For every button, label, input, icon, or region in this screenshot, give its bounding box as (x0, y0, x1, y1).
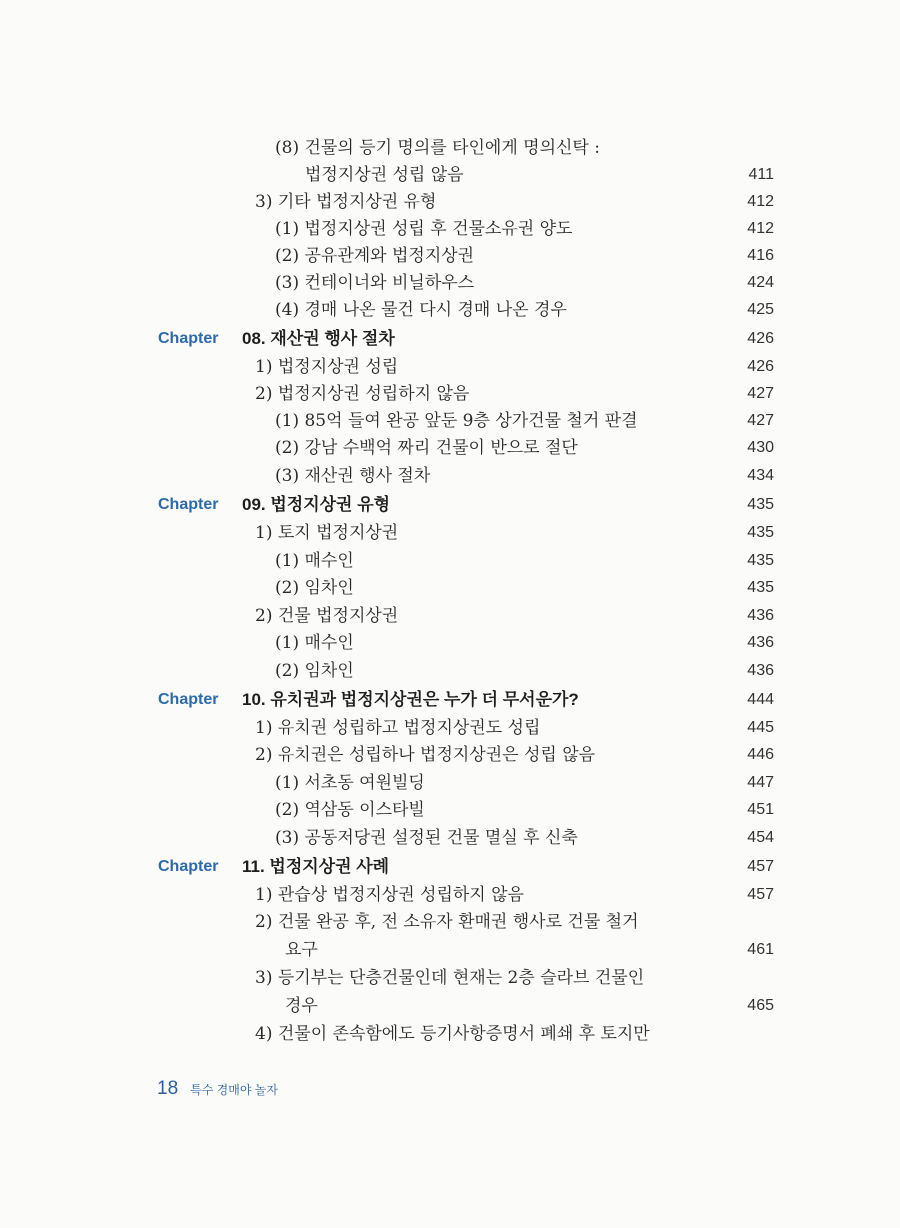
entry-title: 2) 건물 완공 후, 전 소유자 환매권 행사로 건물 철거 (255, 912, 639, 932)
entry-title: (8) 건물의 등기 명의를 타인에게 명의신탁 : (275, 138, 600, 158)
entry-title: (3) 공동저당권 설정된 건물 멸실 후 신축 (275, 828, 578, 848)
entry-title: (3) 컨테이너와 비닐하우스 (275, 273, 475, 293)
toc-entry-row (0, 773, 900, 793)
toc-entry-row (0, 885, 900, 905)
toc-entry-row (0, 411, 900, 431)
toc-entry-row (0, 940, 900, 960)
entry-title: 1) 법정지상권 성립 (255, 357, 399, 377)
toc-entry-row (0, 357, 900, 377)
entry-title: (1) 법정지상권 성립 후 건물소유권 양도 (275, 219, 573, 239)
page-ref: 457 (747, 858, 774, 875)
toc-entry-row (0, 219, 900, 239)
page-ref: 430 (747, 439, 774, 456)
chapter-label: Chapter (158, 496, 219, 513)
page-ref: 436 (747, 607, 774, 624)
entry-title: (1) 매수인 (275, 551, 354, 571)
page-ref: 461 (747, 941, 774, 958)
entry-title: (1) 서초동 여원빌딩 (275, 773, 425, 793)
entry-title: (2) 강남 수백억 짜리 건물이 반으로 절단 (275, 438, 578, 458)
page-ref: 426 (747, 358, 774, 375)
toc-entry-row (0, 578, 900, 598)
toc-entry-row (0, 551, 900, 571)
toc-entry-row (0, 912, 900, 932)
toc-entry-row (0, 138, 900, 158)
toc-entry-row (0, 800, 900, 820)
page-ref: 424 (747, 274, 774, 291)
page-ref: 454 (747, 829, 774, 846)
entry-title: 법정지상권 성립 않음 (305, 165, 464, 185)
toc-entry-row (0, 745, 900, 765)
page-ref: 412 (747, 220, 774, 237)
page-ref: 427 (747, 412, 774, 429)
page-ref: 435 (747, 552, 774, 569)
page-ref: 445 (747, 719, 774, 736)
toc-entry-row (0, 718, 900, 738)
toc-entry-row (0, 165, 900, 185)
entry-title: (1) 85억 들여 완공 앞둔 9층 상가건물 철거 판결 (275, 411, 638, 431)
chapter-label: Chapter (158, 330, 219, 347)
toc-chapter-row (0, 495, 900, 515)
entry-title: 경우 (285, 996, 318, 1016)
page-ref: 425 (747, 301, 774, 318)
entry-title: 1) 관습상 법정지상권 성립하지 않음 (255, 885, 524, 905)
toc-entry-row (0, 273, 900, 293)
chapter-title: 08. 재산권 행사 절차 (242, 329, 395, 348)
toc-chapter-row (0, 329, 900, 349)
entry-title: 요구 (285, 940, 318, 960)
entry-title: (4) 경매 나온 물건 다시 경매 나온 경우 (275, 300, 567, 320)
toc-entry-row (0, 246, 900, 266)
page-ref: 457 (747, 886, 774, 903)
page-ref: 446 (747, 746, 774, 763)
entry-title: (1) 매수인 (275, 633, 354, 653)
toc-chapter-row (0, 857, 900, 877)
page-ref: 434 (747, 467, 774, 484)
toc-entry-row (0, 192, 900, 212)
toc-entry-row (0, 828, 900, 848)
chapter-title: 09. 법정지상권 유형 (242, 495, 391, 514)
page-ref: 412 (747, 193, 774, 210)
toc-entry-row (0, 438, 900, 458)
entry-title: 2) 건물 법정지상권 (255, 606, 399, 626)
page-ref: 435 (747, 579, 774, 596)
page-number: 18 (157, 1078, 179, 1099)
toc-entry-row (0, 523, 900, 543)
entry-title: (2) 역삼동 이스타빌 (275, 800, 425, 820)
entry-title: 1) 토지 법정지상권 (255, 523, 399, 543)
toc-entry-row (0, 300, 900, 320)
page-ref: 435 (747, 496, 774, 513)
toc-entry-row (0, 968, 900, 988)
page-ref: 444 (747, 691, 774, 708)
page-ref: 451 (747, 801, 774, 818)
toc-entry-row (0, 1024, 900, 1044)
entry-title: (2) 임차인 (275, 661, 354, 681)
page-ref: 435 (747, 524, 774, 541)
page-ref: 411 (748, 166, 774, 183)
chapter-label: Chapter (158, 691, 219, 708)
toc-entry-row (0, 384, 900, 404)
entry-title: 3) 등기부는 단층건물인데 현재는 2층 슬라브 건물인 (255, 968, 645, 988)
entry-title: 2) 법정지상권 성립하지 않음 (255, 384, 470, 404)
entry-title: 3) 기타 법정지상권 유형 (255, 192, 437, 212)
page-ref: 427 (747, 385, 774, 402)
page-ref: 436 (747, 634, 774, 651)
entry-title: 1) 유치권 성립하고 법정지상권도 성립 (255, 718, 541, 738)
page-footer (157, 1078, 278, 1100)
toc-entry-row (0, 633, 900, 653)
toc-chapter-row (0, 690, 900, 710)
entry-title: 2) 유치권은 성립하나 법정지상권은 성립 않음 (255, 745, 596, 765)
toc-entry-row (0, 466, 900, 486)
book-title: 특수 경매야 놀자 (190, 1083, 278, 1097)
page-ref: 465 (747, 997, 774, 1014)
chapter-label: Chapter (158, 858, 219, 875)
toc-entry-row (0, 996, 900, 1016)
entry-title: (2) 공유관계와 법정지상권 (275, 246, 475, 266)
toc-entry-row (0, 661, 900, 681)
entry-title: (3) 재산권 행사 절차 (275, 466, 431, 486)
page-ref: 436 (747, 662, 774, 679)
toc-entry-row (0, 606, 900, 626)
page-ref: 426 (747, 330, 774, 347)
entry-title: (2) 임차인 (275, 578, 354, 598)
page-ref: 447 (747, 774, 774, 791)
page-ref: 416 (747, 247, 774, 264)
entry-title: 4) 건물이 존속함에도 등기사항증명서 폐쇄 후 토지만 (255, 1024, 650, 1044)
chapter-title: 11. 법정지상권 사례 (242, 857, 390, 876)
chapter-title: 10. 유치권과 법정지상권은 누가 더 무서운가? (242, 690, 579, 709)
